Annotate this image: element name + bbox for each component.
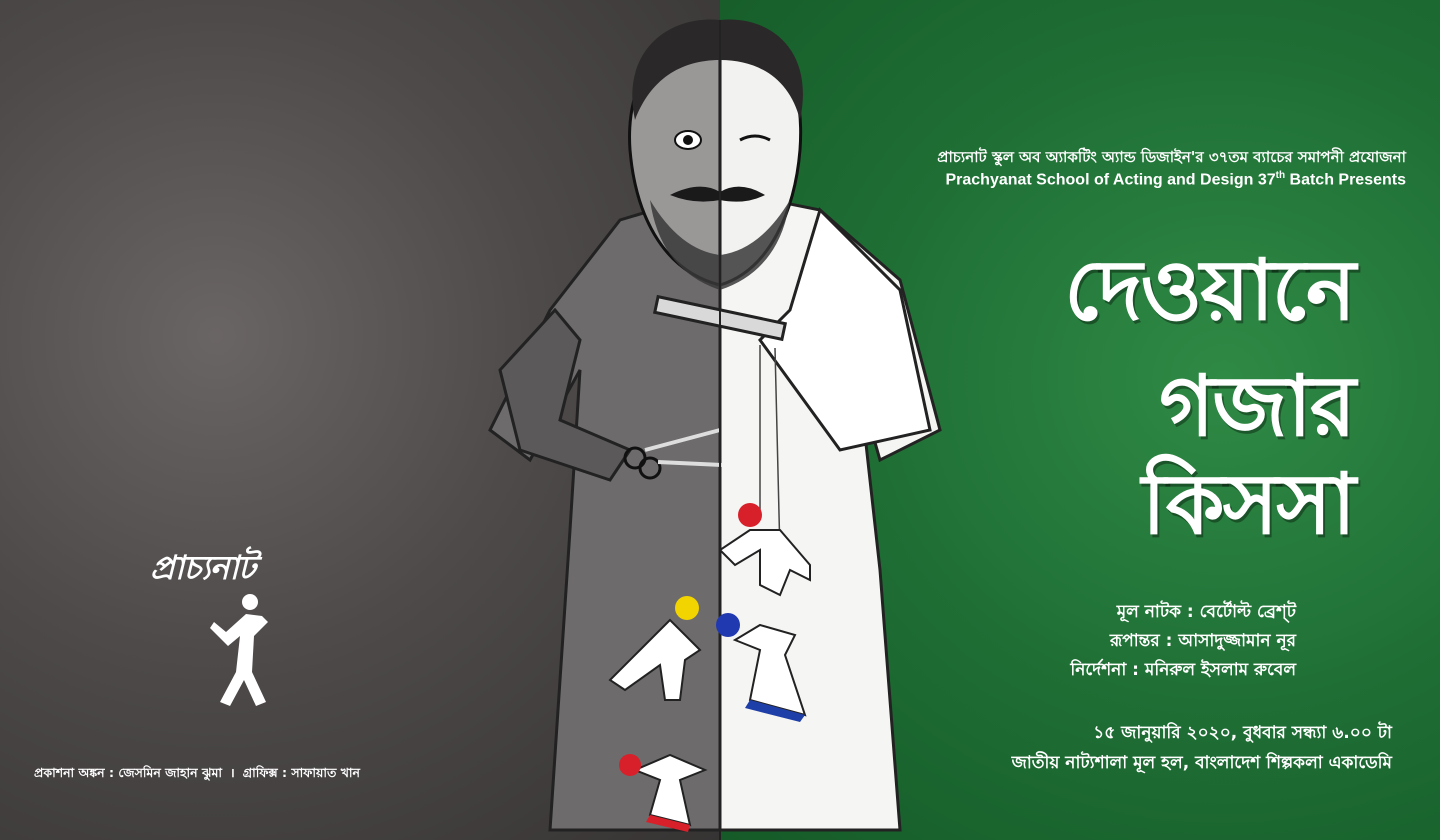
logo-wordmark: প্রাচ্যনাট [150, 548, 255, 587]
title-line-3: কিসসা [1141, 455, 1354, 553]
footer-credits [34, 764, 360, 785]
title-line-1: দেওয়ানে [1064, 241, 1354, 339]
event-date: ১৫ জানুয়ারি ২০২০, বুধবার সন্ধ্যা ৬.০০ টা [1093, 723, 1392, 743]
illustration-split-figure [460, 10, 980, 840]
presents-bengali: প্রাচ্যনাট স্কুল অব অ্যাকটিং অ্যান্ড ডিজাইন'র ৩৭তম ব্যাচের সমাপনী প্রযোজনা [937, 148, 1406, 166]
prachyanat-logo-icon [206, 592, 276, 712]
event-info [1012, 718, 1392, 778]
credit-original-play: মূল নাটক : বের্টোল্ট ব্রেশ্‌ট [1116, 602, 1296, 622]
presents-english-sup: th [1275, 170, 1286, 181]
footer-illustration-credit: প্রকাশনা অঙ্কন : জেসমিন জাহান ঝুমা [34, 765, 223, 780]
presents-english [945, 170, 1406, 189]
event-venue: জাতীয় নাট্যশালা মূল হল, বাংলাদেশ শিল্পকলা একাডেমি [1011, 753, 1392, 773]
credits [1070, 598, 1296, 685]
robe-left [490, 190, 720, 830]
title-line-2: গজার [1159, 357, 1354, 455]
footer-graphics-credit: গ্রাফিক্স : সাফায়াত খান [242, 765, 361, 780]
presents-english-main: Prachyanat School of Acting and Design 37 [945, 171, 1276, 189]
presents-english-tail: Batch Presents [1285, 171, 1406, 189]
credit-direction: নির্দেশনা : মনিরুল ইসলাম রুবেল [1070, 660, 1296, 680]
credit-adaptation: রূপান্তর : আসাদুজ্জামান নূর [1109, 631, 1296, 651]
footer-separator: । [230, 765, 235, 780]
